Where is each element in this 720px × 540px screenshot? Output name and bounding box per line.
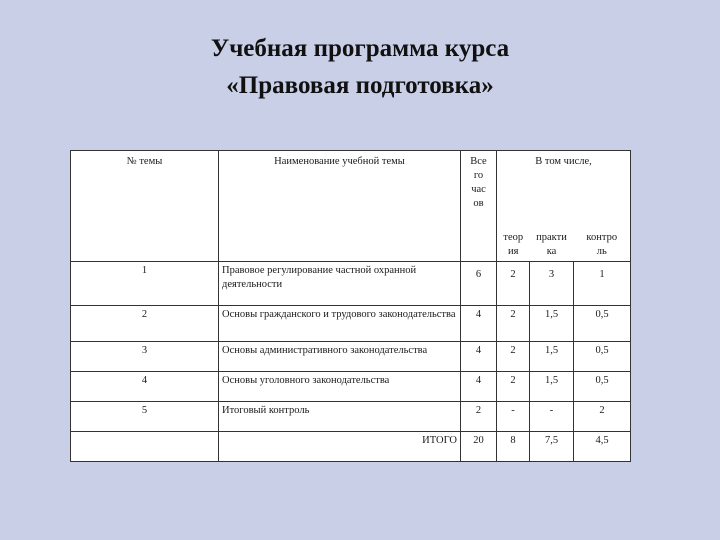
- total-row-theory: 8: [497, 431, 530, 461]
- row-topic-number: 3: [71, 341, 219, 371]
- table-row: [71, 371, 631, 401]
- row-total-hours: 6: [461, 261, 497, 305]
- total-row-total-hours: 20: [461, 431, 497, 461]
- row-control: 0,5: [574, 341, 631, 371]
- header-topic-number: № темы: [71, 151, 219, 262]
- table-row: [71, 305, 631, 341]
- row-topic-name: Основы гражданского и трудового законодательства: [219, 305, 461, 341]
- row-theory: -: [497, 401, 530, 431]
- row-theory: 2: [497, 371, 530, 401]
- table-row: [71, 341, 631, 371]
- row-practice: 1,5: [530, 305, 574, 341]
- row-theory: 2: [497, 261, 530, 305]
- row-topic-name: Основы административного законодательства: [219, 341, 461, 371]
- row-practice: 1,5: [530, 341, 574, 371]
- table-row: [71, 261, 631, 305]
- title-line-2: «Правовая подготовка»: [226, 72, 494, 99]
- row-control: 1: [574, 261, 631, 305]
- row-topic-number: 5: [71, 401, 219, 431]
- header-topic-name: Наименование учебной темы: [219, 151, 461, 262]
- row-total-hours: 4: [461, 371, 497, 401]
- row-theory: 2: [497, 341, 530, 371]
- row-practice: 1,5: [530, 371, 574, 401]
- total-row-practice: 7,5: [530, 431, 574, 461]
- row-topic-number: 2: [71, 305, 219, 341]
- header-practice: практи ка: [530, 229, 574, 262]
- row-topic-name: Основы уголовного законодательства: [219, 371, 461, 401]
- row-total-hours: 4: [461, 305, 497, 341]
- row-topic-number: 1: [71, 261, 219, 305]
- header-including: В том числе,: [497, 151, 631, 229]
- table-total-row: [71, 431, 631, 461]
- table-row: [71, 401, 631, 431]
- header-total-hours: Все го час ов: [461, 151, 497, 262]
- total-row-control: 4,5: [574, 431, 631, 461]
- row-topic-name: Правовое регулирование частной охранной деятельности: [219, 261, 461, 305]
- row-control: 0,5: [574, 371, 631, 401]
- table-header-row: [71, 151, 631, 229]
- header-theory: теор ия: [497, 229, 530, 262]
- row-topic-number: 4: [71, 371, 219, 401]
- row-topic-name: Итоговый контроль: [219, 401, 461, 431]
- row-practice: 3: [530, 261, 574, 305]
- total-row-label: ИТОГО: [219, 431, 461, 461]
- slide-title: [0, 30, 720, 104]
- row-control: 0,5: [574, 305, 631, 341]
- total-row-empty-cell: [71, 431, 219, 461]
- row-theory: 2: [497, 305, 530, 341]
- title-line-1: Учебная программа курса: [210, 35, 510, 62]
- header-control: контро ль: [574, 229, 631, 262]
- row-practice: -: [530, 401, 574, 431]
- row-total-hours: 4: [461, 341, 497, 371]
- row-control: 2: [574, 401, 631, 431]
- course-table: [70, 150, 631, 462]
- row-total-hours: 2: [461, 401, 497, 431]
